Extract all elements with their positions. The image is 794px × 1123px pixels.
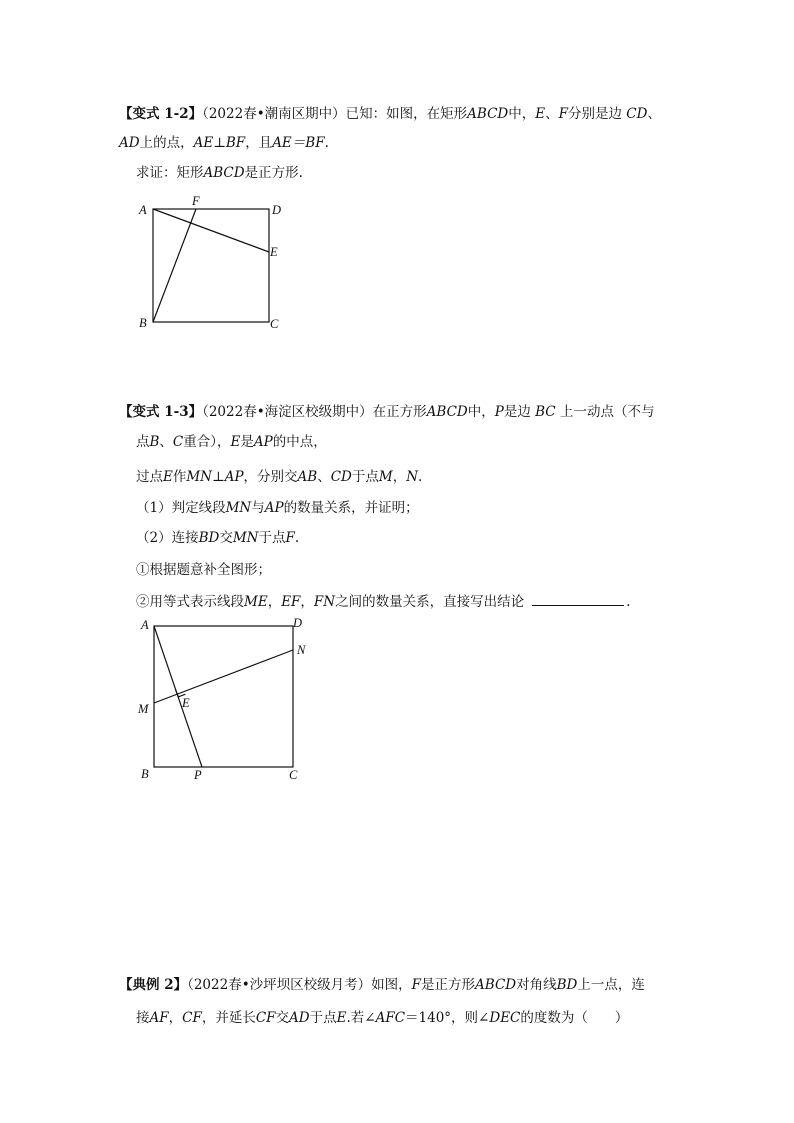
problem2-text: 的中点， — [272, 434, 327, 450]
problem2-seg-me: ME — [244, 594, 268, 610]
problem1-text: . — [324, 135, 329, 151]
problem2-text: 作 — [172, 469, 187, 485]
problem2-point-f: F — [285, 530, 295, 546]
problem2-part2 — [136, 529, 299, 547]
label-f: F — [192, 194, 200, 208]
problem1-text: 、 — [545, 106, 559, 122]
problem2-point-c: C — [172, 434, 184, 450]
problem2-source: （2022春•海淀区校级期中）在正方形 — [202, 404, 427, 420]
problem2-text: 是边 — [503, 404, 531, 420]
problem2-text: 于点 — [351, 469, 379, 485]
problem2-seg-mn: MN — [232, 530, 259, 546]
problem2-text: 中， — [467, 404, 495, 420]
problem2-point-p: P — [494, 404, 504, 420]
square-abcd — [154, 626, 293, 767]
problem2-text: 与 — [251, 500, 265, 516]
problem1-seg-ae: AE — [193, 135, 214, 151]
problem3-text: .若∠ — [346, 1010, 376, 1026]
label-e: E — [270, 245, 278, 259]
problem1-rect-label: ABCD — [203, 165, 245, 181]
problem2-text: 的数量关系，并证明； — [283, 500, 419, 516]
label-c: C — [270, 317, 279, 331]
problem2-seg-mn: MN — [225, 500, 252, 516]
problem2-text: （1）判定线段 — [136, 500, 226, 516]
problem2-part2-sub2 — [136, 593, 630, 611]
problem2-seg-ap: AP — [253, 434, 273, 450]
rectangle-abcd — [153, 209, 269, 322]
label-a: A — [139, 203, 147, 217]
problem1-text: 中， — [508, 106, 536, 122]
label-a: A — [141, 618, 149, 632]
problem3-text: 交 — [275, 1010, 290, 1026]
segment-mn — [154, 650, 293, 703]
problem2-text: . — [418, 469, 423, 485]
problem3-angle-dec: DEC — [489, 1010, 521, 1026]
label-p: P — [194, 768, 202, 782]
problem2-text: （2）连接 — [136, 530, 199, 546]
problem2-text: 之间的数量关系，直接写出结论 — [335, 594, 525, 610]
problem2-figure — [130, 612, 320, 790]
problem3-seg-cf: CF — [182, 1010, 202, 1026]
problem2-seg-fn: FN — [313, 594, 336, 610]
problem2-text: ， — [392, 469, 407, 485]
problem2-side-bc: BC — [535, 404, 556, 420]
problem2-seg-ap: AP — [224, 469, 244, 485]
problem2-text: 重合）， — [183, 434, 231, 450]
answer-blank[interactable] — [532, 593, 624, 606]
problem2-text: 点 — [136, 434, 150, 450]
problem2-text: 是 — [240, 434, 254, 450]
problem2-seg-bd: BD — [198, 530, 220, 546]
problem2-line3 — [136, 468, 422, 486]
problem1-point-f: F — [558, 106, 568, 122]
problem2-seg-mn: MN — [186, 469, 212, 485]
problem2-seg-ef: EF — [281, 594, 301, 610]
problem2-text: 于点 — [258, 530, 286, 546]
problem1-rect-label: ABCD — [467, 106, 509, 122]
label-d: D — [272, 203, 282, 217]
label-e: E — [182, 696, 190, 710]
problem2-text: 、 — [159, 434, 173, 450]
label-m: M — [138, 702, 149, 716]
segment-bf — [153, 209, 196, 322]
perpendicular-symbol: ⊥ — [212, 469, 225, 485]
problem2-text: . — [294, 530, 300, 546]
problem3-seg-cf: CF — [255, 1010, 276, 1026]
label-n: N — [297, 643, 306, 657]
problem2-point-e: E — [230, 434, 241, 450]
problem2-line1 — [119, 403, 654, 421]
problem2-text: 上一动点（不与 — [559, 404, 655, 420]
problem2-text: 过点 — [136, 469, 163, 485]
problem2-seg-ap: AP — [264, 500, 284, 516]
problem3-text: 的度数为（ ） — [520, 1010, 629, 1026]
problem2-point-b: B — [149, 434, 160, 450]
problem3-square-label: ABCD — [475, 977, 517, 993]
problem3-side-ad: AD — [289, 1010, 310, 1026]
problem1-text: 是正方形. — [244, 165, 303, 181]
problem2-tag: 【变式 1-3】 — [119, 404, 203, 420]
problem2-text: ①根据题意补全图形； — [136, 562, 271, 578]
problem3-line1 — [119, 976, 645, 994]
problem1-source: （2022春•潮南区期中）已知：如图，在矩形 — [202, 106, 468, 122]
problem2-line2 — [136, 433, 327, 451]
problem3-seg-bd: BD — [556, 977, 578, 993]
problem3-text: ， — [168, 1010, 183, 1026]
label-c: C — [289, 768, 298, 782]
problem1-figure — [130, 196, 300, 336]
problem3-tag: 【典例 2】 — [119, 977, 188, 993]
problem3-text: 于点 — [309, 1010, 337, 1026]
problem2-part1 — [136, 499, 419, 517]
problem2-text: 交 — [219, 530, 233, 546]
problem1-seg-bf: BF — [225, 135, 246, 151]
problem1-side-ad: AD — [119, 135, 140, 151]
problem2-part2-sub1 — [136, 561, 271, 579]
problem3-text: 是正方形 — [421, 977, 476, 993]
problem1-line2 — [119, 134, 329, 152]
problem3-text: 对角线 — [516, 977, 557, 993]
problem2-side-cd: CD — [330, 469, 352, 485]
problem2-text: 、 — [317, 469, 331, 485]
problem3-text: ，并延长 — [201, 1010, 256, 1026]
segment-ae — [153, 209, 269, 252]
problem2-square-label: ABCD — [426, 404, 468, 420]
label-d: D — [293, 616, 303, 630]
problem2-text: ，分别交 — [243, 469, 298, 485]
label-b: B — [139, 316, 147, 330]
problem2-point-m: M — [378, 469, 393, 485]
problem1-tag: 【变式 1-2】 — [119, 106, 203, 122]
problem1-equation: AE＝BF — [272, 135, 325, 151]
perpendicular-symbol: ⊥ — [213, 135, 226, 151]
problem1-side-cd: CD — [626, 106, 648, 122]
problem3-angle-afc: AFC — [375, 1010, 406, 1026]
problem3-point-e: E — [336, 1010, 347, 1026]
problem3-text: 接 — [136, 1010, 150, 1026]
label-b: B — [141, 767, 149, 781]
problem1-text: 上的点， — [139, 135, 194, 151]
problem2-text: ， — [300, 594, 314, 610]
problem3-text: 上一点，连 — [577, 977, 645, 993]
problem1-point-e: E — [535, 106, 546, 122]
problem1-text: 、 — [647, 106, 661, 122]
problem3-source: （2022春•沙坪坝区校级月考）如图， — [187, 977, 412, 993]
problem3-text: ＝140°，则∠ — [405, 1010, 490, 1026]
problem2-side-ab: AB — [297, 469, 318, 485]
problem2-point-n: N — [406, 469, 419, 485]
problem2-text: . — [626, 594, 631, 610]
problem3-seg-af: AF — [149, 1010, 169, 1026]
problem2-point-e: E — [163, 469, 173, 485]
problem1-line1 — [119, 105, 661, 123]
problem3-line2 — [136, 1009, 628, 1027]
problem1-line3 — [136, 164, 303, 182]
problem2-text: ②用等式表示线段 — [136, 594, 244, 610]
problem2-text: ， — [267, 594, 282, 610]
problem1-text: 求证：矩形 — [136, 165, 204, 181]
problem1-text: 分别是边 — [567, 106, 622, 122]
problem3-point-f: F — [411, 977, 422, 993]
problem1-text: ，且 — [245, 135, 273, 151]
